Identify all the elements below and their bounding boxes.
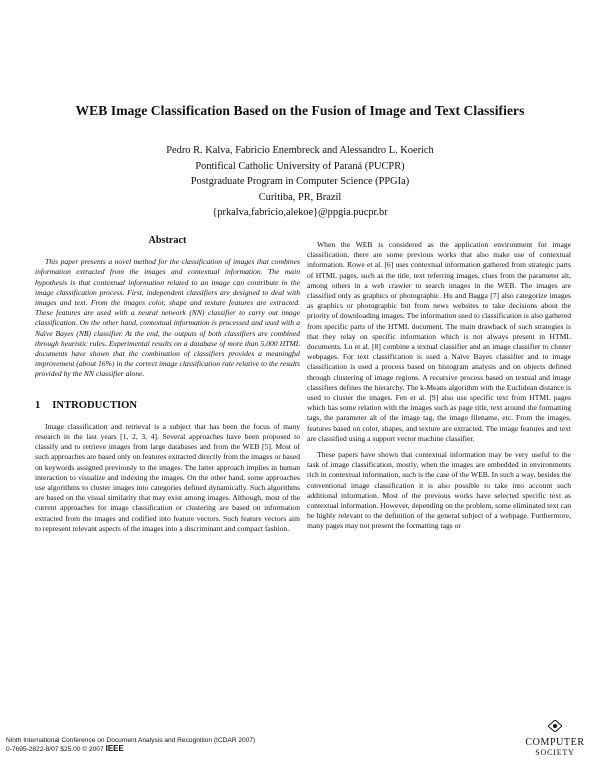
author-program: Postgraduate Program in Computer Science (PPGIa) [190, 176, 410, 187]
ieee-diamond-icon [548, 720, 562, 732]
author-block [0, 143, 600, 221]
author-location: Curitiba, PR, Brazil [258, 191, 342, 203]
section-number: 1 [35, 399, 41, 411]
computer-society-logo [518, 719, 592, 771]
author-emails: {prkalva,fabricio,alekoe}@ppgia.pucpr.br [212, 207, 388, 218]
body-paragraph: These papers have shown that contextual information may be very useful to the task of image classification, mostly, when the images are embedded in environments rich in contextual information, such is the case of the WEB. In such a way, besides the conventional image classification it is also possible to take into account such additional information. Most of the previous works have selected specific text as contextual information. However, depending on the problem, some eliminated text can be highly relevant to the definition of the general subject of a webpage. Furthermore, many pages may not present the formatting tags or [307, 450, 571, 531]
right-column [307, 240, 571, 532]
paper-title: WEB Image Classification Based on the Fusion of Image and Text Classifiers [75, 103, 525, 118]
abstract-text: This paper presents a novel method for the classification of images that combines information extracted from the images and contextual information. The main hypothesis is that contextual information related to an image can contribute in the image classification process. First, independent classifiers are designed to deal with images and text. From the images color, shape and texture features are extracted. These features are used with a neural network (NN) classifier to carry out image classification. On the other hand, contextual information is processed and used with a Naïve Bayes (NB) classifier. At the end, the outputs of both classifiers are combined through heuristic rules. Experimental results on a database of more than 5,000 HTML documents have shown that the combination of classifiers provides a meaningful improvement (about 16%) in the correct image classification rate relative to the results provided by the NN classifier alone. [35, 257, 300, 379]
left-column [35, 236, 300, 534]
isbn-line [6, 745, 255, 754]
logo-line-society: SOCIETY [535, 748, 575, 757]
logo-line-computer: COMPUTER [525, 737, 585, 748]
body-paragraph: When the WEB is considered as the application environment for image classification, there are some previous works that also make use of contextual information. Rowe et al. [6] uses contextual information gathered from strategic parts of HTML pages, such as the title, text referring images, clues from the parameter alt, among others in a web crawler to search images in the WEB. The images are classified only as graphics or photographic. Hu and Bagga [7] also categorize images as graphics or photographic but from news websites to take decisions about the priority of downloading images. The information used to classification is also gathered from specific parts of the HTML document. The main drawback of such strategies is that they relay on specific information which is not always present in HTML documents. Lu et al. [8] combine a textual classifier and an image classifier to cluster webpages. For text classification is used a Naïve Bayes classifier and to image classification is used a process based on histogram analysis and on objects defined through clustering of image regions. A recursive process based on textual and image classifiers defines the hierarchy. The k-Means algorithm with the Euclidean distance is used to cluster the images. Fen et al. [9] also use specific text from HTML pages which has some relation with the images such as page title, text around the formatting tags, the parameter alt of the image tag, the image filename, etc. From the images, features based on color, shapes, and texture are extracted. The image features and text are classified using a support vector machine classifier. [307, 240, 571, 443]
section-title: INTRODUCTION [52, 399, 138, 411]
page-footer [6, 737, 255, 755]
author-names: Pedro R. Kalva, Fabricio Enembreck and Alessandro L. Koerich [166, 145, 434, 156]
isbn-text: 0-7695-2822-8/07 $25.00 © 2007 [6, 746, 104, 754]
section-heading-introduction [35, 401, 300, 411]
abstract-heading: Abstract [148, 235, 187, 246]
ieee-label: IEEE [105, 744, 124, 754]
conference-line: Ninth International Conference on Document Analysis and Recognition (ICDAR 2007) [6, 737, 256, 744]
author-affiliation: Pontifical Catholic University of Paraná (PUCPR) [195, 160, 405, 172]
intro-paragraph: Image classification and retrieval is a subject that has been the focus of many research in the last years [1, 2, 3, 4]. Several approaches have been proposed to classify and to retrieve images from large databases and from the WEB [5]. Most of such approaches are based only on features extracted directly from the images or based on keywords assigned previously to the images. The latter approach implies in human interaction to visualize and indexing the images. On the other hand, some approaches use algorithms to cluster images into categories defined dynamically. Such algorithms are based on the visual similarity that may exist among images. Although, most of the current approaches for image classification or clustering are based on information extracted from the images and codified into feature vectors. Such feature vectors aim to represent relevant aspects of the images into a discriminant and compact fashion. [35, 421, 300, 533]
